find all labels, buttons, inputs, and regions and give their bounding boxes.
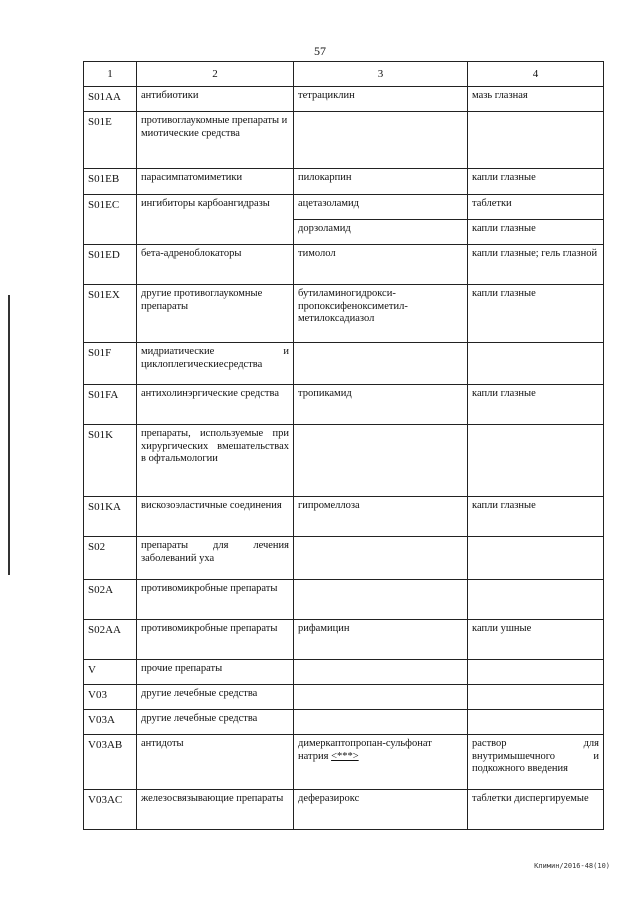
table-row <box>84 580 604 620</box>
atc-code: S01F <box>84 343 137 385</box>
drug-name <box>294 710 468 735</box>
dosage-form: капли глазные <box>468 220 604 245</box>
drug-name <box>294 685 468 710</box>
header-cell: 4 <box>468 62 604 87</box>
group-name: ингибиторы карбоангидразы <box>137 195 294 245</box>
header-cell: 3 <box>294 62 468 87</box>
group-name: препараты, используемые при хирургических вмешательствах в офтальмологии <box>137 425 294 497</box>
atc-code: V03 <box>84 685 137 710</box>
group-name: железосвязывающие препараты <box>137 790 294 830</box>
group-name: препараты для лечения заболеваний уха <box>137 537 294 580</box>
table-row <box>84 620 604 660</box>
dosage-form: таблетки <box>468 195 604 220</box>
dosage-form <box>468 537 604 580</box>
atc-code: S01EB <box>84 169 137 195</box>
table-row <box>84 195 604 220</box>
atc-code: S02A <box>84 580 137 620</box>
dosage-form: капли глазные <box>468 497 604 537</box>
dosage-form: капли глазные <box>468 385 604 425</box>
group-name: противоглаукомные препараты и миотические средства <box>137 112 294 169</box>
table-row <box>84 112 604 169</box>
drug-name: тетрациклин <box>294 87 468 112</box>
atc-code: S02AA <box>84 620 137 660</box>
atc-code: S01E <box>84 112 137 169</box>
atc-code: S01EC <box>84 195 137 245</box>
drug-name: дорзоламид <box>294 220 468 245</box>
atc-code: S01AA <box>84 87 137 112</box>
drug-table <box>83 61 604 830</box>
atc-code: S01EX <box>84 285 137 343</box>
drug-name: ацетазоламид <box>294 195 468 220</box>
table-row <box>84 685 604 710</box>
group-name: бета-адреноблокаторы <box>137 245 294 285</box>
drug-cell <box>294 735 468 790</box>
atc-code: S01KA <box>84 497 137 537</box>
group-name: антихолинэргические средства <box>137 385 294 425</box>
footnote-link[interactable]: <***> <box>331 750 359 762</box>
dosage-form: раствор для внутримышечного и подкожного введения <box>468 735 604 790</box>
page-number: 57 <box>314 44 326 58</box>
dosage-form <box>468 710 604 735</box>
table-row <box>84 497 604 537</box>
dosage-form <box>468 660 604 685</box>
header-row <box>84 62 604 87</box>
drug-name: гипромеллоза <box>294 497 468 537</box>
drug-name: пилокарпин <box>294 169 468 195</box>
dosage-form: мазь глазная <box>468 87 604 112</box>
atc-code: S01ED <box>84 245 137 285</box>
drug-name: тимолол <box>294 245 468 285</box>
table-row <box>84 385 604 425</box>
table-row <box>84 245 604 285</box>
drug-name: тропикамид <box>294 385 468 425</box>
group-name: парасимпатомиметики <box>137 169 294 195</box>
atc-code: V <box>84 660 137 685</box>
dosage-form: капли ушные <box>468 620 604 660</box>
dosage-form: капли глазные <box>468 285 604 343</box>
table-row <box>84 169 604 195</box>
dosage-form: капли глазные <box>468 169 604 195</box>
table-row <box>84 537 604 580</box>
group-name: мидриатические и циклоплегическиесредства <box>137 343 294 385</box>
drug-name: рифамицин <box>294 620 468 660</box>
drug-name <box>294 425 468 497</box>
atc-code: S01FA <box>84 385 137 425</box>
atc-code: V03AB <box>84 735 137 790</box>
group-name: другие лечебные средства <box>137 710 294 735</box>
table-row <box>84 87 604 112</box>
dosage-form <box>468 425 604 497</box>
drug-name: димеркаптопропан-сульфонат натрия <box>298 738 432 762</box>
dosage-form: таблетки диспергируемые <box>468 790 604 830</box>
group-name: противомикробные препараты <box>137 620 294 660</box>
drug-name <box>294 343 468 385</box>
drug-name <box>294 580 468 620</box>
header-cell: 1 <box>84 62 137 87</box>
document-footer: Климин/2016-48(10) <box>534 862 610 870</box>
group-name: другие противоглаукомные препараты <box>137 285 294 343</box>
dosage-form <box>468 685 604 710</box>
drug-name <box>294 537 468 580</box>
dosage-form: капли глазные; гель глазной <box>468 245 604 285</box>
group-name: антибиотики <box>137 87 294 112</box>
group-name: вискозоэластичные соединения <box>137 497 294 537</box>
table-row <box>84 285 604 343</box>
group-name: антидоты <box>137 735 294 790</box>
drug-name <box>294 112 468 169</box>
dosage-form <box>468 580 604 620</box>
margin-line <box>8 295 10 575</box>
header-cell: 2 <box>137 62 294 87</box>
table-row <box>84 790 604 830</box>
atc-code: V03AC <box>84 790 137 830</box>
atc-code: V03A <box>84 710 137 735</box>
group-name: другие лечебные средства <box>137 685 294 710</box>
drug-name: деферазирокс <box>294 790 468 830</box>
table-row <box>84 660 604 685</box>
group-name: противомикробные препараты <box>137 580 294 620</box>
dosage-form <box>468 112 604 169</box>
table-row <box>84 735 604 790</box>
table-row <box>84 343 604 385</box>
table-row <box>84 710 604 735</box>
drug-name <box>294 660 468 685</box>
group-name: прочие препараты <box>137 660 294 685</box>
atc-code: S02 <box>84 537 137 580</box>
table-row <box>84 425 604 497</box>
atc-code: S01K <box>84 425 137 497</box>
drug-name: бутиламиногидрокси-пропоксифеноксиметил-метилоксадиазол <box>294 285 468 343</box>
dosage-form <box>468 343 604 385</box>
